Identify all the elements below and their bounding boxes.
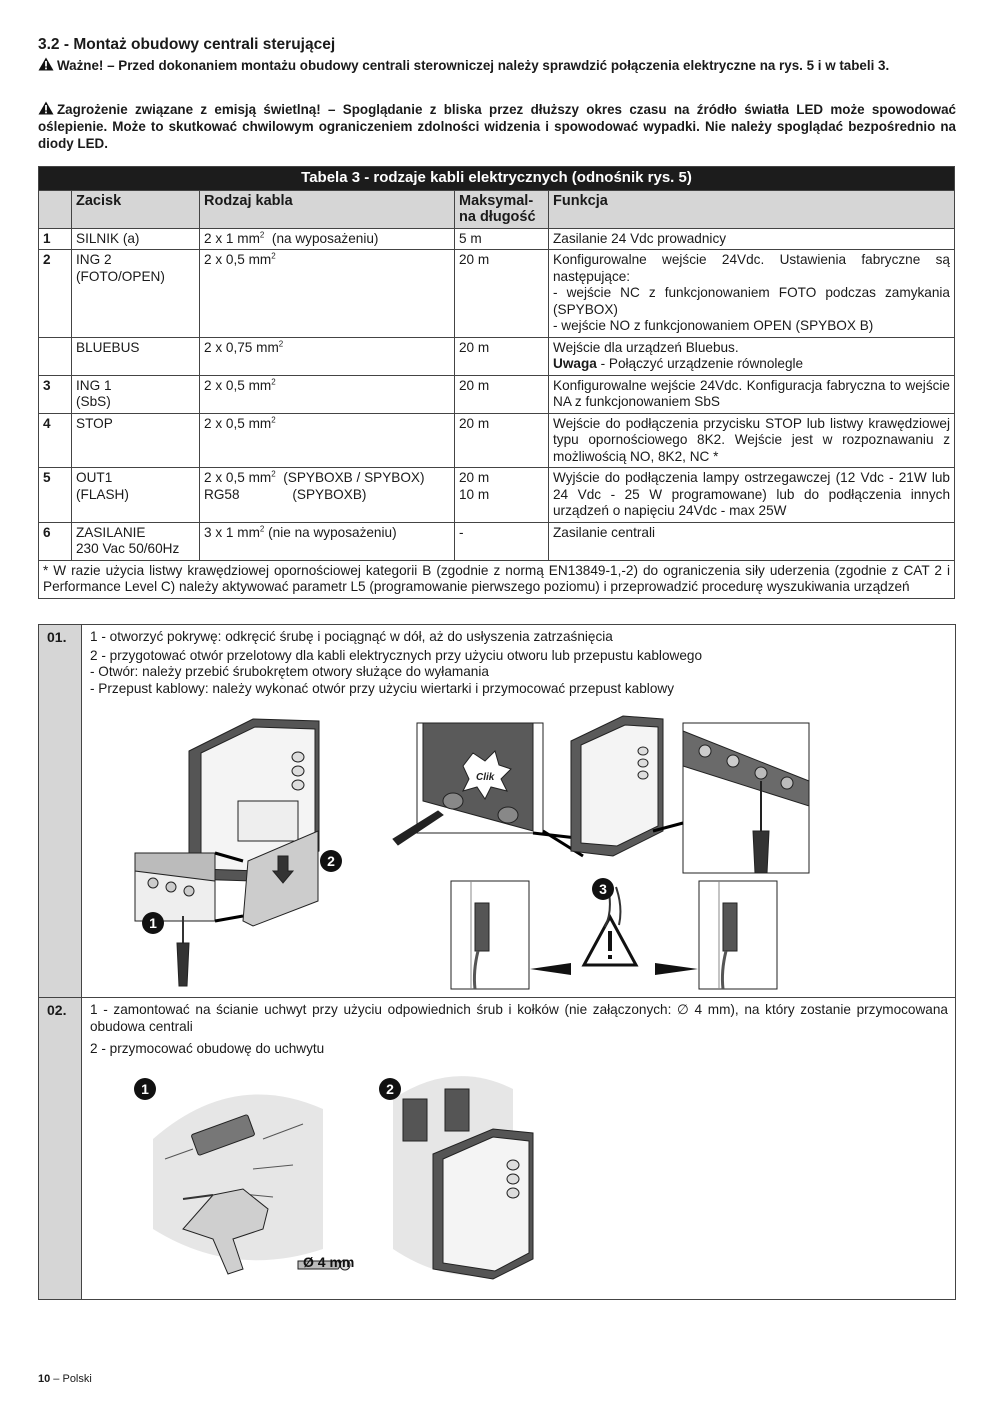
cable-size: 3 x 1 mm (204, 524, 260, 540)
function-text: Wejście do podłączenia przycisku STOP lub listwy krawędziowej typu opornościowego 8K2. Wejście jest w rozpoznawaniu z możliwością NO, 8K2, NC * (553, 415, 950, 464)
row-terminal: BLUEBUS (72, 337, 200, 375)
header-cable: Rodzaj kabla (200, 190, 455, 228)
row-cable (200, 228, 455, 250)
svg-text:1: 1 (141, 1081, 149, 1097)
row-function (549, 337, 955, 375)
warning-important-text: Ważne! – Przed dokonaniem montażu obudowy centrali sterowniczej należy sprawdzić połączenia elektryczne na rys. 5 i w tabeli 3. (57, 58, 890, 73)
row-terminal: SILNIK (a) (72, 228, 200, 250)
function-text: Konfigurowalne wejście 24Vdc. Ustawienia fabryczne są następujące: - wejście NC z funkcjonowaniem FOTO podczas zamykania (SPYBOX) - wejście NO z funkcjonowaniem OPEN (SPYBOX B) (553, 252, 950, 333)
cable-superscript: 2 (271, 376, 276, 386)
function-text: Zasilanie centrali (553, 524, 655, 540)
callout-3 (592, 878, 614, 900)
row-number: 6 (39, 522, 72, 560)
row-terminal: OUT1 (FLASH) (72, 468, 200, 523)
cable-superscript: 2 (259, 229, 265, 239)
table-row (39, 250, 955, 338)
cable-size: 2 x 0,75 mm (204, 339, 279, 355)
row-length: 20 m (455, 250, 549, 338)
diameter-label: Ø 4 mm (303, 1254, 355, 1270)
step-line: 2 - przymocować obudowę do uchwytu (90, 1041, 325, 1056)
section-title: 3.2 - Montaż obudowy centrali sterującej (38, 36, 336, 53)
row-number: 5 (39, 468, 72, 523)
header-terminal: Zacisk (72, 190, 200, 228)
row-function (549, 375, 955, 413)
row-function (549, 228, 955, 250)
row-function (549, 250, 955, 338)
cable-note: (SPYBOXB / SPYBOX) (275, 470, 425, 485)
row-cable (200, 337, 455, 375)
step-1-illustration (93, 711, 943, 993)
row-cable (200, 522, 455, 560)
step-line: - Przepust kablowy: należy wykonać otwór przy użyciu wiertarki i przymocować przepust kablowy (90, 680, 674, 696)
row-number: 4 (39, 413, 72, 468)
cable-size: 2 x 0,5 mm (204, 470, 272, 485)
table-row (39, 468, 955, 523)
svg-text:3: 3 (599, 881, 607, 897)
row-function (549, 468, 955, 523)
row-terminal: ING 2 (FOTO/OPEN) (72, 250, 200, 338)
function-note: - Połączyć urządzenie równolegle (596, 356, 804, 371)
step-line: - Otwór: należy przebić śrubokrętem otwory służące do wyłamania (90, 664, 489, 679)
cable-size: 2 x 0,5 mm (204, 377, 272, 393)
svg-text:1: 1 (149, 915, 157, 931)
function-note-label: Uwaga (553, 356, 597, 371)
row-length: 20 m 10 m (455, 468, 549, 523)
cable-note: (na wyposażeniu) (264, 230, 379, 246)
callout-1 (142, 912, 164, 934)
table-row (39, 375, 955, 413)
svg-text:2: 2 (386, 1081, 394, 1097)
cable-superscript: 2 (271, 251, 276, 261)
table-row (39, 522, 955, 560)
row-cable (200, 250, 455, 338)
row-number (39, 337, 72, 375)
callout-2 (320, 850, 342, 872)
cable-line-2: RG58 (SPYBOXB) (204, 486, 367, 502)
table-row (39, 337, 955, 375)
step-number-column (39, 625, 82, 1299)
function-text: Zasilanie 24 Vdc prowadnicy (553, 230, 727, 246)
warning-led (38, 101, 956, 152)
row-terminal: STOP (72, 413, 200, 468)
table-header-row (39, 190, 955, 228)
step-number: 02. (47, 1002, 67, 1018)
callout-2 (379, 1078, 401, 1100)
row-number: 2 (39, 250, 72, 338)
table-title: Tabela 3 - rodzaje kabli elektrycznych (odnośnik rys. 5) (39, 167, 955, 191)
row-terminal: ING 1 (SbS) (72, 375, 200, 413)
row-length: 20 m (455, 413, 549, 468)
row-terminal: ZASILANIE 230 Vac 50/60Hz (72, 522, 200, 560)
cable-superscript: 2 (271, 469, 276, 479)
cable-superscript: 2 (278, 338, 284, 348)
function-text: Konfigurowalne wejście 24Vdc. Konfiguracja fabryczna to wejście NA z funkcjonowaniem SbS (553, 377, 950, 409)
step-2-text (90, 1002, 948, 1058)
step-2-illustration (93, 1069, 553, 1295)
row-length: 5 m (455, 228, 549, 250)
step-line: 2 - przygotować otwór przelotowy dla kabli elektrycznych przy użyciu otworu lub przepustu kablowego (90, 647, 703, 663)
row-length: - (455, 522, 549, 560)
warning-led-text: Zagrożenie związane z emisją świetlną! – Spoglądanie z bliska przez dłuższy okres czasu na źródło światła LED może spowodować oślepienie. Może to skutkować chwilowym ograniczeniem zdolności widzenia i spowodować wypadki. Nie należy spoglądać bezpośrednio na diody LED. (38, 102, 956, 151)
cable-note: (nie na wyposażeniu) (264, 524, 397, 540)
svg-text:2: 2 (327, 853, 335, 869)
step-number: 01. (47, 629, 67, 645)
row-number: 1 (39, 228, 72, 250)
table-row (39, 228, 955, 250)
row-function (549, 413, 955, 468)
header-length: Maksymal- na długość (455, 190, 549, 228)
clik-label: Clik (476, 772, 495, 783)
cable-superscript: 2 (259, 523, 265, 533)
page-language: – Polski (50, 1373, 92, 1385)
row-length: 20 m (455, 337, 549, 375)
table-row (39, 413, 955, 468)
row-cable (200, 413, 455, 468)
callout-1 (134, 1078, 156, 1100)
warning-triangle-icon (38, 57, 54, 71)
row-number: 3 (39, 375, 72, 413)
steps-panel (38, 624, 956, 1300)
header-num (39, 190, 72, 228)
row-cable (200, 468, 455, 523)
table-footnote: * W razie użycia listwy krawędziowej opornościowej kategorii B (zgodnie z normą EN13849-1,-2) do ograniczenia siły uderzenia (zgodnie z CAT 2 i Performance Level C) należy aktywować parametr L5 (programowanie pierwszego poziomu) i przeprowadzić procedurę wyszukiwania urządzeń (39, 560, 955, 598)
step-1-text (90, 629, 948, 697)
row-cable (200, 375, 455, 413)
row-length: 20 m (455, 375, 549, 413)
step-line: 1 - otworzyć pokrywę: odkręcić śrubę i pociągnąć w dół, aż do usłyszenia zatrzaśnięcia (90, 629, 613, 644)
cable-size: 2 x 0,5 mm (204, 252, 272, 267)
function-text: Wyjście do podłączenia lampy ostrzegawczej (12 Vdc - 21W lub 24 Vdc - 25 W programowane) lub do podłączenia innych urządzeń o napięciu 24Vdc - max 25W (553, 470, 950, 518)
cable-size: 2 x 1 mm (204, 230, 260, 246)
step-divider (39, 997, 955, 998)
cable-size: 2 x 0,5 mm (204, 415, 272, 431)
warning-triangle-icon (38, 101, 54, 115)
step-line: 1 - zamontować na ścianie uchwyt przy użyciu odpowiednich śrub i kołków (nie załączonych: ∅ 4 mm), na który zostanie przymocowana obudowa centrali (90, 1002, 948, 1034)
cable-table (38, 166, 955, 599)
cable-superscript: 2 (271, 414, 276, 424)
warning-important (38, 57, 956, 74)
page-footer (38, 1373, 92, 1385)
header-function: Funkcja (549, 190, 955, 228)
function-text: Wejście dla urządzeń Bluebus. (553, 339, 739, 355)
page-number: 10 (38, 1373, 51, 1385)
row-function (549, 522, 955, 560)
